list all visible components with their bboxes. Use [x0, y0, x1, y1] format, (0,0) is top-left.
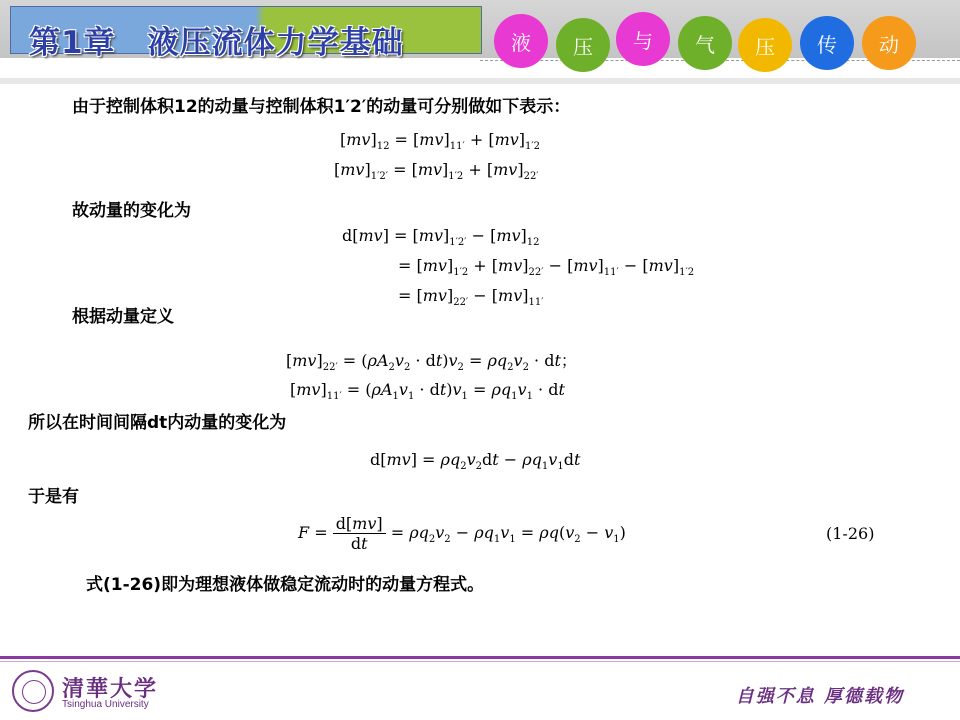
equation-9: F = $\frac{d[mv]}{dt}$ = $\rho q_2v_2 - \rho q_1v_1 = \rho q(v_2 - v_1)$	[298, 514, 626, 553]
topic-circle-2: 压	[556, 18, 610, 72]
chapter-title: 第1章 液压流体力学基础	[29, 25, 404, 61]
paragraph-3: 根据动量定义	[72, 307, 174, 327]
topic-circle-1: 液	[494, 14, 548, 68]
paragraph-1: 由于控制体积12的动量与控制体积1′2′的动量可分别做如下表示：	[72, 97, 571, 117]
equation-2: $[mv]_{1'2'} = [mv]_{1'2} + [mv]_{22'}$	[334, 160, 539, 183]
footer-rule-thin	[0, 661, 960, 662]
equation-6: $[mv]_{22'} = (\rho A_2v_2 \cdot dt)v_2 = \rho q_2v_2$ · dt；	[286, 351, 577, 374]
topic-circle-4: 气	[678, 16, 732, 70]
equation-8: $d[mv] = \rho q_2v_2dt - \rho q_1v_1dt$	[370, 450, 581, 473]
equation-5: = $[mv]_{22'} - [mv]_{11'}$	[398, 286, 544, 309]
university-motto: 自强不息 厚德载物	[735, 686, 904, 707]
equation-1: $[mv]_{12} = [mv]_{11'} + [mv]_{1'2}$	[340, 130, 541, 153]
university-name-cn: 清華大学	[62, 676, 159, 702]
equation-7: $[mv]_{11'} = (\rho A_1v_1 \cdot dt)v_1 = \rho q_1v_1$ · dt	[290, 380, 565, 403]
equation-number: (1-26)	[826, 524, 875, 543]
topic-circle-3: 与	[616, 12, 670, 66]
topic-circle-6: 传	[800, 16, 854, 70]
paragraph-6: 式(1-26)即为理想液体做稳定流动时的动量方程式。	[86, 575, 485, 595]
separator-bar	[0, 78, 960, 84]
topic-circle-5: 压	[738, 18, 792, 72]
university-name-en: Tsinghua University	[62, 699, 149, 710]
chapter-title-box	[10, 6, 482, 61]
paragraph-2: 故动量的变化为	[72, 201, 191, 221]
topic-circle-7: 动	[862, 16, 916, 70]
paragraph-4: 所以在时间间隔dt内动量的变化为	[28, 413, 287, 433]
footer-rule	[0, 656, 960, 659]
paragraph-5: 于是有	[28, 487, 79, 507]
equation-4: = $[mv]_{1'2} + [mv]_{22'} - [mv]_{11'} - [mv]_{1'2}$	[398, 256, 695, 279]
university-seal-icon	[12, 670, 54, 712]
equation-3: $d[mv] = [mv]_{1'2'} - [mv]_{12}$	[342, 226, 540, 249]
